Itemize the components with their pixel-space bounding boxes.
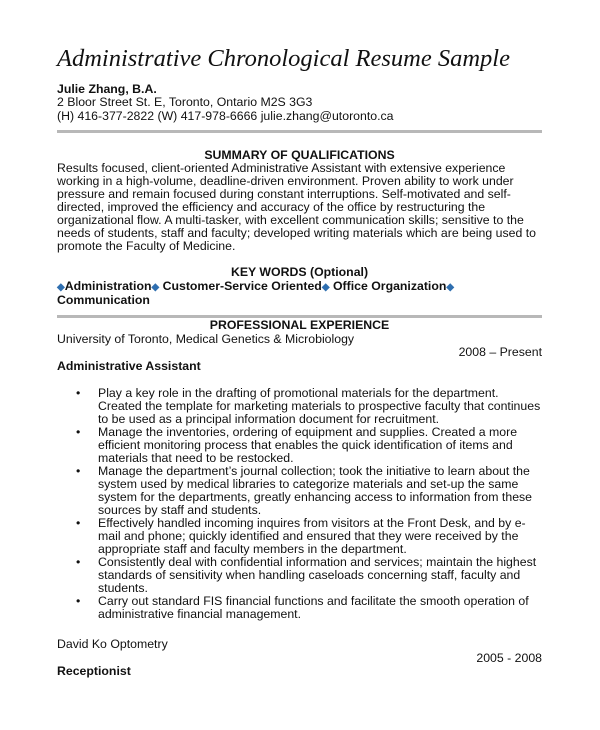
list-item-line: Effectively handled incoming inquires from visitors at the Front Desk, and by e- <box>98 516 526 530</box>
bullet-icon: • <box>76 425 81 439</box>
job-dates: 2008 – Present <box>458 345 542 359</box>
list-item-line: students. <box>98 581 148 595</box>
list-item-line: mail and phone; quickly identified and ensured that they were received by the <box>98 529 519 543</box>
job-dates: 2005 - 2008 <box>476 651 542 665</box>
diamond-bullet-icon: ◆ <box>321 282 330 293</box>
list-item-line: to be used as a principal information document for recruitment. <box>98 412 440 426</box>
list-item-line: materials that need to be restocked. <box>98 451 294 465</box>
contact-phones-email: (H) 416-377-2822 (W) 417-978-6666 julie.zhang@utoronto.ca <box>57 109 394 123</box>
job-role: Receptionist <box>57 664 131 678</box>
keyword: Customer-Service Oriented <box>162 279 322 293</box>
list-item-line: Manage the department’s journal collection; took the initiative to learn about the <box>98 464 530 478</box>
contact-address: 2 Bloor Street St. E, Toronto, Ontario M2S 3G3 <box>57 95 313 109</box>
list-item <box>75 426 540 465</box>
list-item <box>75 465 540 517</box>
summary-line: directed, improved the efficiency and accuracy of the office by restructuring the <box>57 200 486 214</box>
keywords-heading: KEY WORDS (Optional) <box>230 265 369 279</box>
summary-line: pressure and remain focused during constant interruptions. Self-motivated and self- <box>57 187 511 201</box>
bullet-icon: • <box>76 464 81 478</box>
list-item-line: efficient monitoring process that enables the quick identification of items and <box>98 438 513 452</box>
list-item-line: standards of sensitivity when handling caseloads concerning staff, faculty and <box>98 568 521 582</box>
responsibilities-list <box>75 387 540 621</box>
list-item <box>75 517 540 556</box>
keyword: Communication <box>57 293 150 307</box>
list-item <box>75 387 540 426</box>
list-item-line: Carry out standard FIS financial functions and facilitate the smooth operation of <box>98 594 529 608</box>
keyword: Office Organization <box>332 279 447 293</box>
list-item-line: Play a key role in the drafting of promotional materials for the department. <box>98 386 499 400</box>
bullet-icon: • <box>76 386 81 400</box>
list-item-line: system for the departments, greatly enhancing access to information from these <box>98 490 533 504</box>
keywords-line <box>57 280 454 294</box>
summary-line: needs of students, staff and faculty; developed writing materials which are being used to <box>57 226 536 240</box>
list-item-line: administrative financial management. <box>98 607 302 621</box>
bullet-icon: • <box>76 516 81 530</box>
summary-line: working in a high-volume, deadline-driven environment. Proven ability to work under <box>57 174 514 188</box>
list-item-line: Created the template for marketing materials to prospective faculty that continues <box>98 399 541 413</box>
keyword: Administration <box>64 279 152 293</box>
summary-line: organizational flow. A multi-tasker, with excellent communication skills; sensitive to the <box>57 213 524 227</box>
divider <box>57 130 542 133</box>
employer: University of Toronto, Medical Genetics & Microbiology <box>57 332 355 346</box>
diamond-bullet-icon: ◆ <box>57 282 65 293</box>
summary-line: promote the Faculty of Medicine. <box>57 239 236 253</box>
list-item-line: system used by medical libraries to categorize materials and set-up the same <box>98 477 519 491</box>
experience-heading: PROFESSIONAL EXPERIENCE <box>209 318 390 332</box>
list-item <box>75 595 540 621</box>
diamond-bullet-icon: ◆ <box>446 282 455 293</box>
list-item-line: Consistently deal with confidential information and services; maintain the highest <box>98 555 537 569</box>
job-role: Administrative Assistant <box>57 359 201 373</box>
list-item-line: appropriate staff and faculty members in the department. <box>98 542 407 556</box>
summary-line: Results focused, client-oriented Administrative Assistant with extensive experience <box>57 161 506 175</box>
list-item-line: sources by staff and students. <box>98 503 262 517</box>
list-item-line: Manage the inventories, ordering of equipment and supplies. Created a more <box>98 425 518 439</box>
diamond-bullet-icon: ◆ <box>151 282 160 293</box>
bullet-icon: • <box>76 555 81 569</box>
bullet-icon: • <box>76 594 81 608</box>
document-title: Administrative Chronological Resume Sample <box>57 45 510 72</box>
employer: David Ko Optometry <box>57 637 168 651</box>
summary-paragraph <box>57 162 536 253</box>
contact-name: Julie Zhang, B.A. <box>57 82 157 96</box>
list-item <box>75 556 540 595</box>
summary-heading: SUMMARY OF QUALIFICATIONS <box>204 148 395 162</box>
